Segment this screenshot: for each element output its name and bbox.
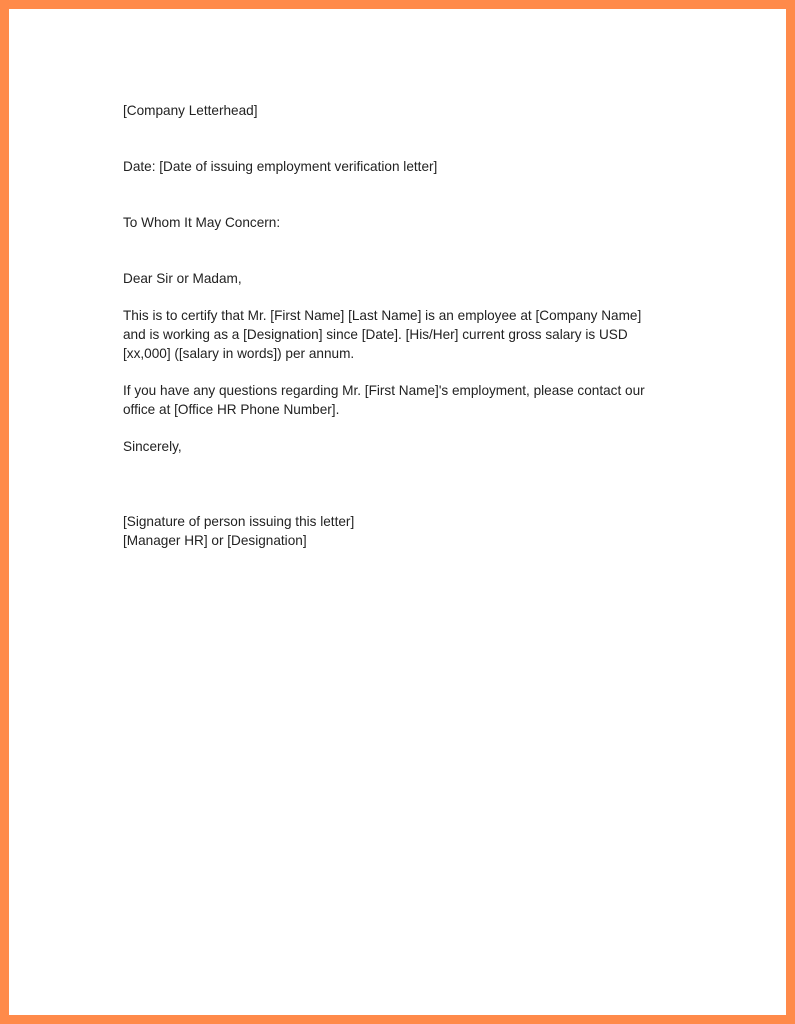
recipient-line: To Whom It May Concern: <box>123 215 281 230</box>
company-letterhead: [Company Letterhead] <box>123 103 258 118</box>
contact-line: office at [Office HR Phone Number]. <box>123 402 340 417</box>
certification-line: This is to certify that Mr. [First Name] [Last Name] is an employee at [Company Name] <box>123 308 642 323</box>
certification-line: and is working as a [Designation] since [Date]. [His/Her] current gross salary is USD <box>123 327 628 342</box>
signature-placeholder: [Signature of person issuing this letter] <box>123 514 355 529</box>
signature-block <box>123 512 683 550</box>
salutation: Dear Sir or Madam, <box>123 271 242 286</box>
letter-body <box>123 101 683 550</box>
contact-line: If you have any questions regarding Mr. [First Name]'s employment, please contact our <box>123 383 645 398</box>
contact-paragraph <box>123 381 683 419</box>
certification-paragraph <box>123 306 683 363</box>
letter-date: Date: [Date of issuing employment verification letter] <box>123 159 438 174</box>
signer-title: [Manager HR] or [Designation] <box>123 533 307 548</box>
closing: Sincerely, <box>123 439 182 454</box>
document-page <box>9 9 786 1015</box>
certification-line: [xx,000] ([salary in words]) per annum. <box>123 346 355 361</box>
